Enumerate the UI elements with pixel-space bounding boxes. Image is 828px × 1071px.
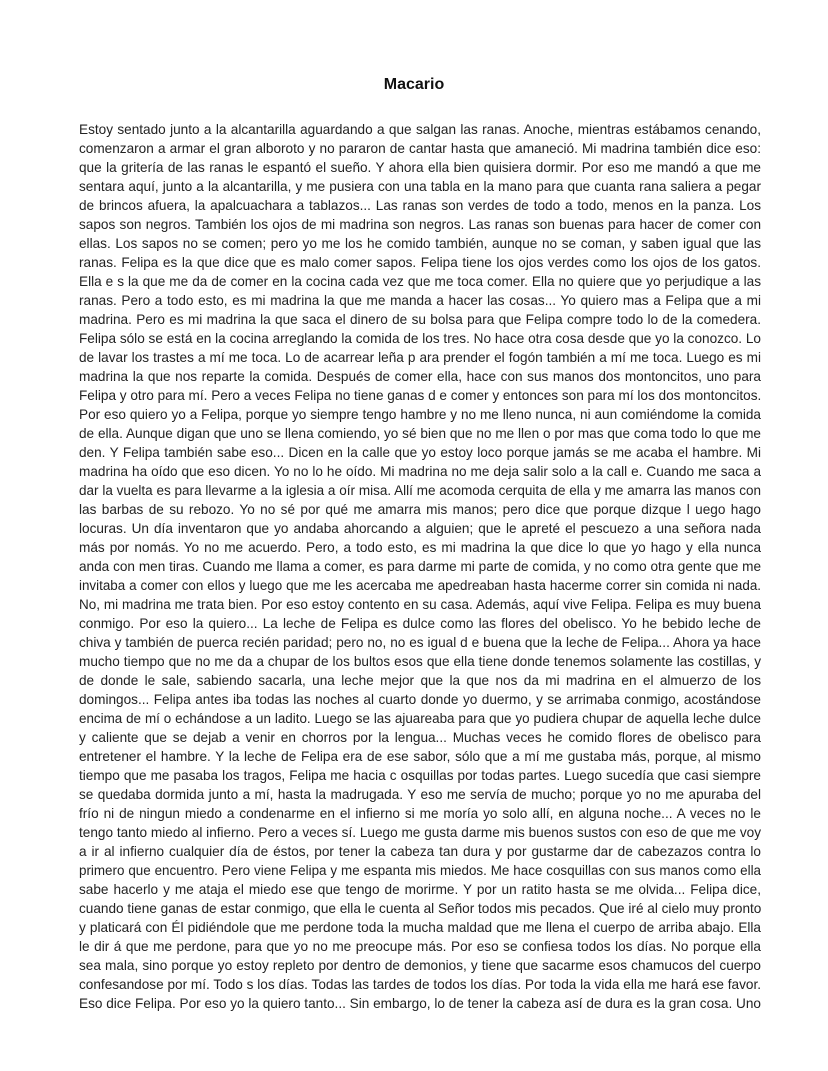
- text-line: frío ni de ningun miedo a condenarme en el infierno si me moría yo solo allí, en alguna noche... A veces no le: [79, 806, 761, 821]
- text-line: invitaba a comer con ellos y luego que me les acercaba me apedreaban hasta hacerme correr sin comida ni nada.: [79, 578, 761, 593]
- text-line: sapos son negros. También los ojos de mi madrina son negros. Las ranas son buenas para hacer de comer con: [79, 217, 761, 232]
- text-line: ellas. Los sapos no se comen; pero yo me los he comido también, aunque no se coman, y saben igual que las: [79, 236, 761, 251]
- text-line: ranas. Felipa es la que dice que es malo comer sapos. Felipa tiene los ojos verdes como los ojos de los gatos.: [79, 255, 761, 270]
- document-title: Macario: [383, 76, 445, 93]
- text-line: domingos... Felipa antes iba todas las noches al cuarto donde yo duermo, y se arrimaba conmigo, acostándose: [79, 692, 761, 707]
- text-line: tiempo que me pasaba los tragos, Felipa me hacia c osquillas por todas partes. Luego sucedía que casi siempre: [79, 768, 761, 783]
- text-line: anda con men tiras. Cuando me llama a comer, es para darme mi parte de comida, y no como otra gente que me: [79, 559, 761, 574]
- text-line: entretener el hambre. Y la leche de Felipa era de ese sabor, sólo que a mí me gustaba más, porque, al mismo: [79, 749, 761, 764]
- text-line: sabe hacerlo y me ataja el miedo ese que tengo de morirme. Y por un ratito hasta se me olvida... Felipa dice,: [79, 882, 761, 897]
- text-line: sea mala, sino porque yo estoy repleto por dentro de demonios, y tiene que sacarme esos chamucos del cuerpo: [79, 958, 761, 973]
- text-line: encima de mí o echándose a un ladito. Luego se las ajuareaba para que yo pudiera chupar de aquella leche dulce: [79, 711, 761, 726]
- text-line: madrina la que nos reparte la comida. Después de comer ella, hace con sus manos dos montoncitos, uno para: [79, 369, 761, 384]
- text-line: y caliente que se dejab a venir en chorros por la lengua... Muchas veces he comido flores de obelisco para: [79, 730, 761, 745]
- text-line: tengo tanto miedo al infierno. Pero a veces sí. Luego me gusta darme mis buenos sustos con eso de que me voy: [79, 825, 761, 840]
- text-line: confesandose por mí. Todo s los días. Todas las tardes de todos los días. Por toda la vida ella me hará ese favor.: [79, 977, 761, 992]
- text-line: primero que encuentro. Pero viene Felipa y me espanta mis miedos. Me hace cosquillas con sus manos como ella: [79, 863, 761, 878]
- text-line: comenzaron a armar el gran alboroto y no pararon de cantar hasta que amaneció. Mi madrina también dice eso:: [79, 141, 761, 156]
- text-line: sentara aquí, junto a la alcantarilla, y me pusiera con una tabla en la mano para que cuanta rana saliera a pegar: [79, 179, 761, 194]
- text-line: conmigo. Por eso la quiero... La leche de Felipa es dulce como las flores del obelisco. Yo he bebido leche de: [79, 616, 761, 631]
- text-line: chiva y también de puerca recién paridad; pero no, no es igual d e buena que la leche de Felipa... Ahora ya hace: [79, 635, 761, 650]
- text-line: Felipa sólo se está en la cocina arreglando la comida de los tres. No hace otra cosa desde que yo la conozco. Lo: [79, 331, 761, 346]
- text-line: Por eso quiero yo a Felipa, porque yo siempre tengo hambre y no me lleno nunca, ni aun comiéndome la comida: [79, 407, 761, 422]
- text-line: madrina. Pero es mi madrina la que saca el dinero de su bolsa para que Felipa compre todo lo de la comedera.: [79, 312, 761, 327]
- text-line: a ir al infierno cualquier día de éstos, por tener la cabeza tan dura y por gustarme dar de cabezazos contra lo: [79, 844, 761, 859]
- document-body: [79, 120, 761, 1013]
- text-line: ranas. Pero a todo esto, es mi madrina la que me manda a hacer las cosas... Yo quiero mas a Felipa que a mi: [79, 293, 761, 308]
- text-line: más por nomás. Yo no me acuerdo. Pero, a todo esto, es mi madrina la que dice lo que yo hago y ella nunca: [79, 540, 761, 555]
- text-line: Estoy sentado junto a la alcantarilla aguardando a que salgan las ranas. Anoche, mientras estábamos cenando,: [79, 122, 761, 137]
- text-line: Eso dice Felipa. Por eso yo la quiero tanto... Sin embargo, lo de tener la cabeza así de dura es la gran cosa. Uno: [79, 996, 761, 1011]
- text-line: Felipa y otro para mí. Pero a veces Felipa no tiene ganas d e comer y entonces son para mí los dos montoncitos.: [79, 388, 761, 403]
- text-line: mucho tiempo que no me da a chupar de los bultos esos que ella tiene donde tenemos solamente las costillas, y: [79, 654, 761, 669]
- text-line: que la gritería de las ranas le espantó el sueño. Y ahora ella bien quisiera dormir. Por eso me mandó a que me: [79, 160, 761, 175]
- text-line: de ella. Aunque digan que uno se llena comiendo, yo sé bien que no me llen o por mas que coma todo lo que me: [79, 426, 761, 441]
- text-line: dar la vuelta es para llevarme a la iglesia a oír misa. Allí me acomoda cerquita de ella y me amarra las manos con: [79, 483, 761, 498]
- text-line: y platicará con Él pidiéndole que me perdone toda la mucha maldad que me llena el cuerpo de arriba abajo. Ella: [79, 920, 761, 935]
- text-line: den. Y Felipa también sabe eso... Dicen en la calle que yo estoy loco porque jamás se me acaba el hambre. Mi: [79, 445, 761, 460]
- text-line: de donde le sale, sabiendo sacarla, una leche mejor que la que nos da mi madrina en el almuerzo de los: [79, 673, 761, 688]
- text-line: cuando tiene ganas de estar conmigo, que ella le cuenta al Señor todos mis pecados. Que iré al cielo muy pronto: [79, 901, 761, 916]
- text-line: de brincos afuera, la apalcuachara a tablazos... Las ranas son verdes de todo a todo, menos en la panza. Los: [79, 198, 761, 213]
- text-line: de lavar los trastes a mí me toca. Lo de acarrear leña p ara prender el fogón también a mí me toca. Luego es mi: [79, 350, 761, 365]
- text-line: locuras. Un día inventaron que yo andaba ahorcando a alguien; que le apreté el pescuezo a una señora nada: [79, 521, 761, 536]
- text-line: Ella e s la que me da de comer en la cocina cada vez que me toca comer. Ella no quiere que yo perjudique a las: [79, 274, 761, 289]
- text-line: le dir á que me perdone, para que yo no me preocupe más. Por eso se confiesa todos los días. No porque ella: [79, 939, 761, 954]
- text-line: No, mi madrina me trata bien. Por eso estoy contento en su casa. Además, aquí vive Felipa. Felipa es muy buena: [79, 597, 761, 612]
- text-line: madrina ha oído que eso dicen. Yo no lo he oído. Mi madrina no me deja salir solo a la call e. Cuando me saca a: [79, 464, 761, 479]
- text-line: las barbas de su rebozo. Yo no sé por qué me amarra mis manos; pero dice que porque dizque l uego hago: [79, 502, 761, 517]
- text-line: se quedaba dormida junto a mí, hasta la madrugada. Y eso me servía de mucho; porque yo no me apuraba del: [79, 787, 761, 802]
